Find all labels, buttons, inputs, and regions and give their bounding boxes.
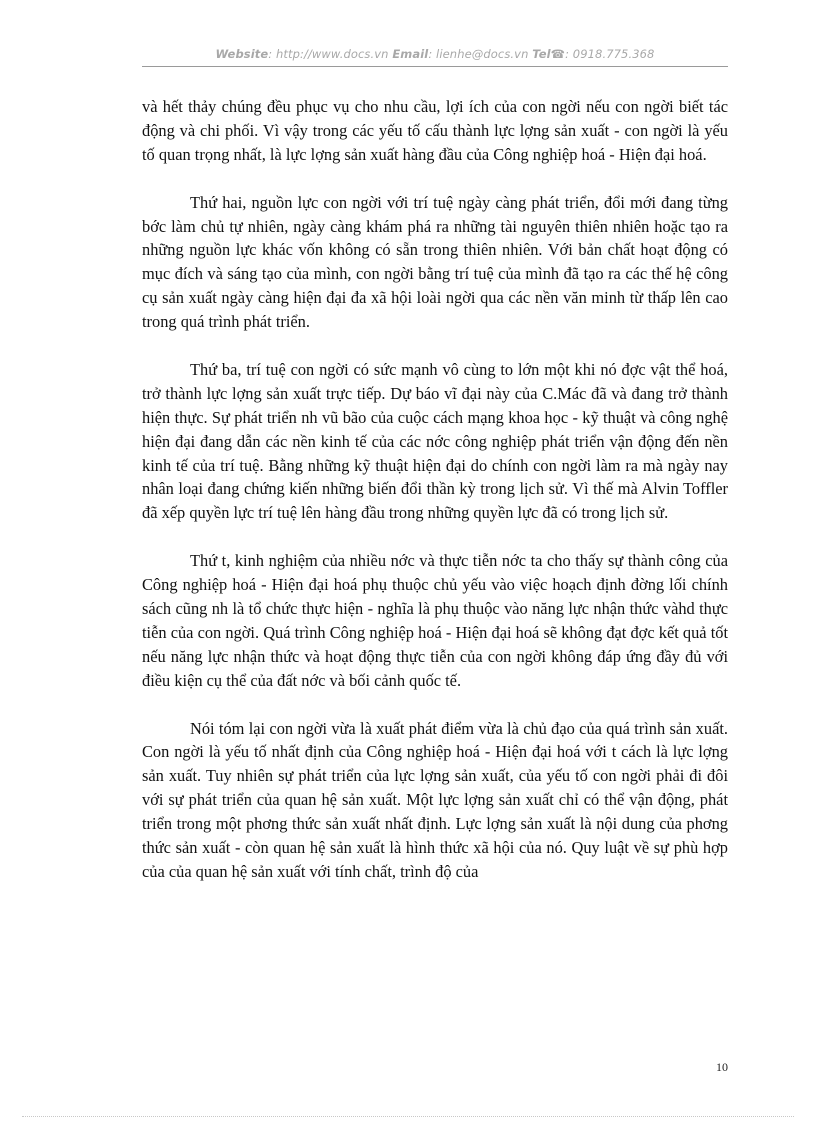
- tel-label: Tel: [532, 47, 551, 61]
- paragraph-second-point: Thứ hai, nguồn lực con ngời với trí tuệ ngày càng phát triển, đổi mới đang từng bớc làm chủ tự nhiên, ngày càng khám phá ra những tài nguyên thiên nhiên hoặc tạo ra những nguồn lực khác vốn không có sẵn trong thiên nhiên. Với bản chất hoạt động có mục đích và sáng tạo của mình, con ngời bằng trí tuệ của mình đã tạo ra các thế hệ công cụ sản xuất ngày càng hiện đại đa xã hội loài ngời qua các nền văn minh từ thấp lên cao trong quá trình phát triển.: [142, 192, 728, 332]
- page-number: 10: [716, 1060, 728, 1074]
- page-header: [142, 47, 728, 61]
- website-label: Website: [215, 47, 269, 61]
- paragraph-third-point: Thứ ba, trí tuệ con ngời có sức mạnh vô cùng to lớn một khi nó đợc vật thể hoá, trở thành lực lợng sản xuất trực tiếp. Dự báo vĩ đại này của C.Mác đã và đang trở thành hiện thực. Sự phát triển nh vũ bão của cuộc cách mạng khoa học - kỹ thuật và công nghệ hiện đại đang dẫn các nền kinh tế của các nớc công nghiệp phát triển vận động đến nền kinh tế của trí tuệ. Bằng những kỹ thuật hiện đại do chính con ngời làm ra mà ngày nay nhân loại đang chứng kiến những biến đổi thần kỳ trong lịch sử. Vì thế mà Alvin Toffler đã xếp quyền lực trí tuệ lên hàng đầu trong những quyền lực đã có trong lịch sử.: [142, 359, 728, 523]
- body-text: [142, 95, 728, 884]
- email-label: Email: [392, 47, 429, 61]
- paragraph-continuation: và hết thảy chúng đều phục vụ cho nhu cầu, lợi ích của con ngời nếu con ngời biết tác động và chi phối. Vì vậy trong các yếu tố cấu thành lực lợng sản xuất - con ngời là yếu tố quan trọng nhất, là lực lợng sản xuất hàng đầu của Công nghiệp hoá - Hiện đại hoá.: [142, 97, 728, 164]
- paragraph-fourth-point: Thứ t, kinh nghiệm của nhiều nớc và thực tiễn nớc ta cho thấy sự thành công của Công nghiệp hoá - Hiện đại hoá phụ thuộc chủ yếu vào việc hoạch định đờng lối chính sách cũng nh là tổ chức thực hiện - nghĩa là phụ thuộc vào năng lực nhận thức vàhd thực tiễn của con ngời. Quá trình Công nghiệp hoá - Hiện đại hoá sẽ không đạt đợc kết quả tốt nếu năng lực nhận thức và hoạt động thực tiễn của con ngời không đáp ứng đầy đủ với điều kiện cụ thể của đất nớc và bối cảnh quốc tế.: [142, 551, 728, 690]
- paragraph-summary: Nói tóm lại con ngời vừa là xuất phát điểm vừa là chủ đạo của quá trình sản xuất. Con ngời là yếu tố nhất định của Công nghiệp hoá - Hiện đại hoá với t cách là lực lợng sản xuất. Tuy nhiên sự phát triển của lực lợng sản xuất, của yếu tố con ngời phải đi đôi với sự phát triển của quan hệ sản xuất. Một lực lợng sản xuất chỉ có thể vận động, phát triển trong một phơng thức sản xuất nhất định. Lực lợng sản xuất là nội dung của phơng thức sản xuất - còn quan hệ sản xuất là hình thức xã hội của nó. Quy luật về sự phù hợp của của quan hệ sản xuất với tính chất, trình độ của: [142, 718, 728, 881]
- email-value: : lienhe@docs.vn: [428, 47, 529, 61]
- tel-value: ☎: 0918.775.368: [550, 47, 655, 61]
- header-divider: [142, 66, 728, 67]
- footer-divider: [22, 1116, 794, 1117]
- website-value: : http://www.docs.vn: [268, 47, 389, 61]
